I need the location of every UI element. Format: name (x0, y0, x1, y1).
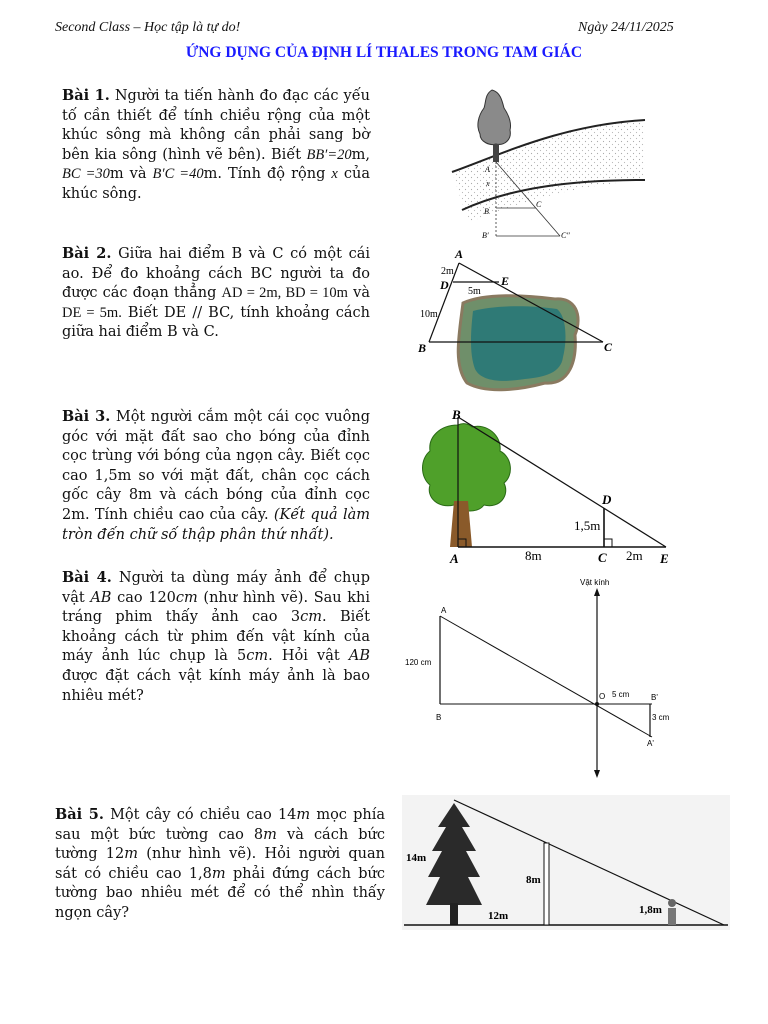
problem-2-math-ad-bd: AD = 2m, BD = 10m (221, 285, 348, 302)
arrow-up-icon (594, 588, 600, 596)
label-bd: 10m (420, 309, 438, 320)
problem-4-text: được đặt cách vật kính máy ảnh là bao nhiêu mét? (62, 667, 370, 704)
label-ac: 8m (525, 548, 542, 563)
figure-4-camera (400, 574, 690, 784)
label-wall-height: 8m (526, 874, 541, 886)
person-head-icon (668, 899, 676, 907)
label-ob: 5 cm (612, 690, 630, 699)
problem-4-text: cao 120 (111, 589, 176, 606)
label-ce: 2m (626, 548, 643, 563)
problem-4-math: cm (300, 609, 322, 626)
problem-3-label: Bài 3. (62, 408, 111, 425)
label-lens: Vật kính (580, 578, 610, 587)
problem-4-label: Bài 4. (62, 569, 112, 586)
problem-1-text: m, (351, 146, 370, 163)
arrow-down-icon (594, 770, 600, 778)
label-c: C (604, 340, 613, 354)
label-tree-height: 14m (406, 852, 427, 864)
problem-2-text: Biết DE // BC, tính khoảng cách giữa hai điểm B và C. (62, 304, 370, 341)
label-b: B (436, 713, 442, 722)
label-distance: 12m (488, 910, 509, 922)
label-image-height: 3 cm (652, 713, 670, 722)
label-e: E (660, 551, 669, 566)
label-cp: C″ (561, 231, 570, 240)
problem-4-math: cm (175, 589, 198, 606)
problem-1-label: Bài 1. (62, 87, 110, 104)
tree-trunk (493, 144, 499, 162)
problem-1 (62, 86, 370, 205)
label-bp: B′ (482, 231, 489, 240)
label-c: C (598, 550, 607, 565)
problem-5-math: m (124, 846, 138, 863)
header-left: Second Class – Học tập là tự do! (55, 20, 241, 35)
label-de: 5m (468, 286, 481, 297)
problem-3-note: (Kết quả làm tròn đến chữ số thập phân thứ nhất). (62, 506, 370, 543)
problem-5-text: và cách bức tường 12 (55, 826, 385, 863)
problem-5-text: (như hình vẽ). Hỏi người quan sát có chiều cao 1,8 (55, 846, 385, 882)
label-person-height: 1,8m (639, 904, 662, 916)
label-x: x (486, 179, 490, 188)
figure-5-wall (402, 795, 730, 930)
figure-3-tree (410, 405, 680, 570)
tree-icon (478, 90, 511, 145)
problem-2-text: và (347, 285, 370, 302)
problem-1-math-bpc: B′C =40 (152, 166, 204, 183)
problem-4 (62, 568, 370, 706)
problem-4-math: cm (246, 648, 269, 665)
problem-4-math: AB (348, 648, 370, 665)
problem-3-text: Một người cắm một cái cọc vuông góc với mặt đất sao cho bóng của đỉnh cọc trùng với bóng của ngọn cây. Biết cọc cao 1,5m so với mặt đất, chân cọc cách gốc cây 8m và cách bóng của đỉnh cọc 2m. Tính chiều cao của cây. (62, 409, 370, 523)
label-ab-height: 120 cm (405, 658, 432, 667)
wall (544, 843, 549, 925)
label-stake-height: 1,5m (574, 518, 601, 533)
label-a: A (485, 165, 490, 174)
problem-4-text: . Hỏi vật (268, 648, 349, 665)
problem-5-math: m (296, 807, 311, 823)
problem-1-math-bb: BB′=20 (306, 146, 352, 163)
problem-4-text: (như hình vẽ). Sau khi tráng phim thấy ảnh cao 3 (62, 589, 371, 626)
problem-1-text: Người ta tiến hành đo đạc các yếu tố cần thiết để tính chiều rộng của một khúc sông mà không cần phải sang bờ bên kia sông (hình vẽ bên). Biết (62, 88, 370, 163)
label-b: B (452, 407, 461, 422)
point-o (595, 702, 599, 706)
label-ap: A' (647, 739, 654, 748)
label-o: O (599, 692, 606, 701)
problem-1-text: m. Tính độ rộng (203, 166, 332, 183)
problem-2 (62, 244, 370, 343)
problem-4-math: AB (90, 589, 112, 606)
problem-5-text: Một cây có chiều cao 14 (103, 807, 297, 823)
problem-1-text: m và (109, 166, 153, 183)
problem-1-text: của khúc sông. (62, 166, 370, 202)
problem-1-math-bc: BC =30 (62, 166, 110, 183)
label-c: C (536, 200, 542, 209)
problem-2-text: Giữa hai điểm B và C có một cái ao. Để đo khoảng cách BC người ta đo được các đoạn thẳng (62, 246, 370, 302)
problem-4-text: Người ta dùng máy ảnh để chụp vật (62, 570, 370, 606)
label-d: D (602, 492, 612, 507)
person-body-icon (668, 908, 676, 925)
problem-2-math-de: DE = 5m. (62, 304, 122, 321)
problem-2-label: Bài 2. (62, 245, 112, 262)
problem-1-math-x: x (331, 166, 338, 183)
right-angle-c (604, 539, 612, 547)
problem-5-label: Bài 5. (55, 806, 104, 823)
label-a: A (455, 247, 464, 261)
page-title: ỨNG DỤNG CỦA ĐỊNH LÍ THALES TRONG TAM GIÁC (185, 44, 583, 61)
problem-5 (55, 805, 385, 924)
label-d: D (440, 278, 449, 292)
figure-2-pond (415, 245, 625, 395)
problem-3 (62, 407, 370, 545)
problem-5-text: phải đứng cách bức tường bao nhiêu mét để có thể nhìn thấy ngọn cây? (55, 865, 385, 921)
pond-water (471, 306, 565, 381)
figure-1-river (440, 80, 650, 250)
problem-5-math: m (263, 826, 277, 843)
label-a: A (450, 551, 459, 566)
label-b: B (418, 341, 427, 355)
tree-crown-icon (423, 424, 511, 511)
problem-5-text: mọc phía sau một bức tường cao 8 (55, 807, 385, 843)
label-a: A (441, 606, 447, 615)
header-date: Ngày 24/11/2025 (578, 20, 674, 35)
problem-5-math: m (211, 865, 226, 882)
label-b: B (484, 207, 489, 216)
label-e: E (501, 274, 510, 288)
problem-4-text: . Biết khoảng cách từ phim đến vật kính của máy ảnh lúc chụp là 5 (62, 609, 370, 665)
label-ad: 2m (441, 266, 454, 277)
tree-trunk (450, 903, 458, 925)
line-aap (440, 616, 652, 737)
label-bp: B' (651, 693, 658, 702)
